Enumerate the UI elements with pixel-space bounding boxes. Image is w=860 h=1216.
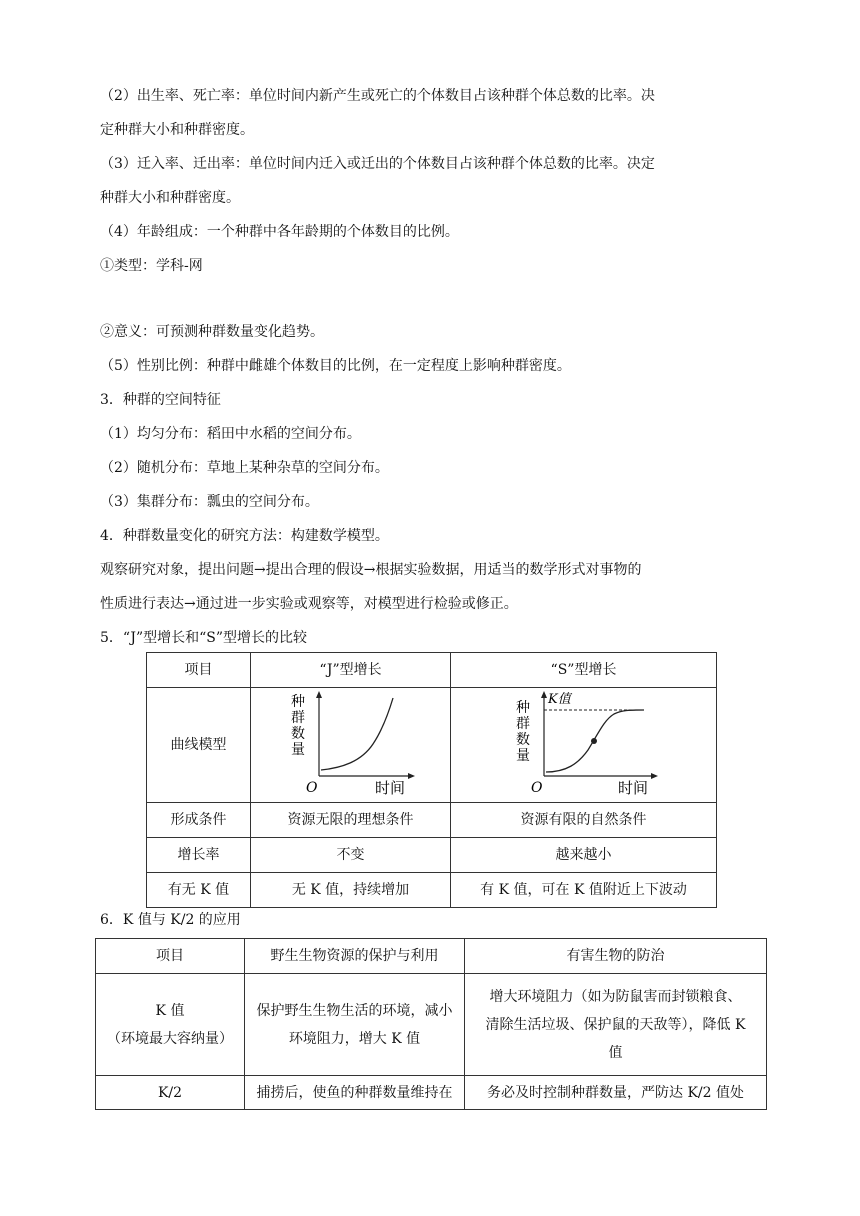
table-header-row [147,653,717,688]
y-label-char: 数 [290,726,305,742]
y-axis-arrow [541,691,547,698]
cell-line: 清除生活垃圾、保护鼠的天敌等），降低 K [485,1016,746,1033]
s-curve-cell [451,688,717,803]
table-row [147,803,717,838]
k-value-table [95,938,767,1110]
header-cell: 项目 [96,939,245,974]
table-row [96,974,767,1076]
k-value-label: K值 [547,692,571,707]
k-half-point [591,738,597,744]
row-label: 增长率 [147,838,251,873]
protection-cell: 捕捞后，使鱼的种群数量维持在 [245,1076,465,1110]
j-curve-graph [281,688,421,796]
y-label-char: 种 [515,700,530,716]
table-row [96,1076,767,1110]
y-axis-arrow [316,691,322,698]
paragraph-migration-rate-2: 种群大小和种群密度。 [100,190,240,206]
paragraph-uniform-distribution: （1）均匀分布：稻田中水稻的空间分布。 [100,426,361,442]
row-label: 形成条件 [147,803,251,838]
heading-k-value-application: 6．K 值与 K/2 的应用 [100,912,241,928]
row-label [96,974,245,1076]
table-header-row [96,939,767,974]
heading-spatial-features: 3．种群的空间特征 [100,392,221,408]
paragraph-migration-rate-1: （3）迁入率、迁出率：单位时间内迁入或迁出的个体数目占该种群个体总数的比率。决定 [100,156,655,172]
table-row [147,688,717,803]
paragraph-birth-death-rate-1: （2）出生率、死亡率：单位时间内新产生或死亡的个体数目占该种群个体总数的比率。决 [100,88,655,104]
s-curve-graph [504,688,664,796]
j-s-growth-table [146,652,717,908]
y-label-char: 数 [515,732,530,748]
x-axis-arrow [651,773,658,779]
paragraph-birth-death-rate-2: 定种群大小和种群密度。 [100,122,254,138]
origin-label: O [305,780,317,796]
paragraph-type: ①类型：学科-网 [100,258,203,274]
table-row [147,838,717,873]
cell-line: 环境阻力，增大 K 值 [288,1030,421,1047]
s-cell: 资源有限的自然条件 [451,803,717,838]
control-cell: 务必及时控制种群数量，严防达 K/2 值处 [465,1076,767,1110]
paragraph-random-distribution: （2）随机分布：草地上某种杂草的空间分布。 [100,460,389,476]
y-label-char: 量 [515,748,530,764]
control-cell [465,974,767,1076]
cell-line: 值 [608,1044,623,1061]
cell-line: 增大环境阻力（如为防鼠害而封锁粮食、 [489,988,742,1005]
y-label-char: 量 [290,742,305,758]
y-label-char: 群 [290,710,305,726]
row-label: 有无 K 值 [147,873,251,908]
row-label-line: K 值 [155,1002,185,1019]
row-label: 曲线模型 [147,688,251,803]
paragraph-clumped-distribution: （3）集群分布：瓢虫的空间分布。 [100,494,319,510]
header-cell: 野生生物资源的保护与利用 [245,939,465,974]
header-cell: “S”型增长 [451,653,717,688]
y-label-char: 种 [290,694,305,710]
paragraph-model-steps-1: 观察研究对象，提出问题→提出合理的假设→根据实验数据，用适当的数学形式对事物的 [100,562,642,578]
header-cell: 项目 [147,653,251,688]
table-row [147,873,717,908]
j-curve-line [321,698,393,770]
y-label-char: 群 [515,716,530,732]
j-cell: 无 K 值，持续增加 [251,873,451,908]
header-cell: 有害生物的防治 [465,939,767,974]
paragraph-sex-ratio: （5）性别比例：种群中雌雄个体数目的比例，在一定程度上影响种群密度。 [100,358,571,374]
row-label-line: （环境最大容纳量） [107,1030,233,1047]
paragraph-meaning: ②意义：可预测种群数量变化趋势。 [100,324,324,340]
origin-label: O [530,780,542,796]
x-axis-label: 时间 [617,779,648,796]
s-cell: 有 K 值，可在 K 值附近上下波动 [451,873,717,908]
heading-j-s-comparison: 5．“J”型增长和“S”型增长的比较 [100,630,308,646]
j-cell: 资源无限的理想条件 [251,803,451,838]
paragraph-model-steps-2: 性质进行表达→通过进一步实验或观察等，对模型进行检验或修正。 [100,596,518,612]
j-curve-cell [251,688,451,803]
s-cell: 越来越小 [451,838,717,873]
x-axis-arrow [408,773,415,779]
heading-research-method: 4．种群数量变化的研究方法：构建数学模型。 [100,528,389,544]
row-label: K/2 [96,1076,245,1110]
header-cell: “J”型增长 [251,653,451,688]
paragraph-age-structure: （4）年龄组成：一个种群中各年龄期的个体数目的比例。 [100,224,459,240]
j-cell: 不变 [251,838,451,873]
protection-cell [245,974,465,1076]
cell-line: 保护野生生物生活的环境，减小 [256,1002,453,1019]
x-axis-label: 时间 [374,779,405,796]
